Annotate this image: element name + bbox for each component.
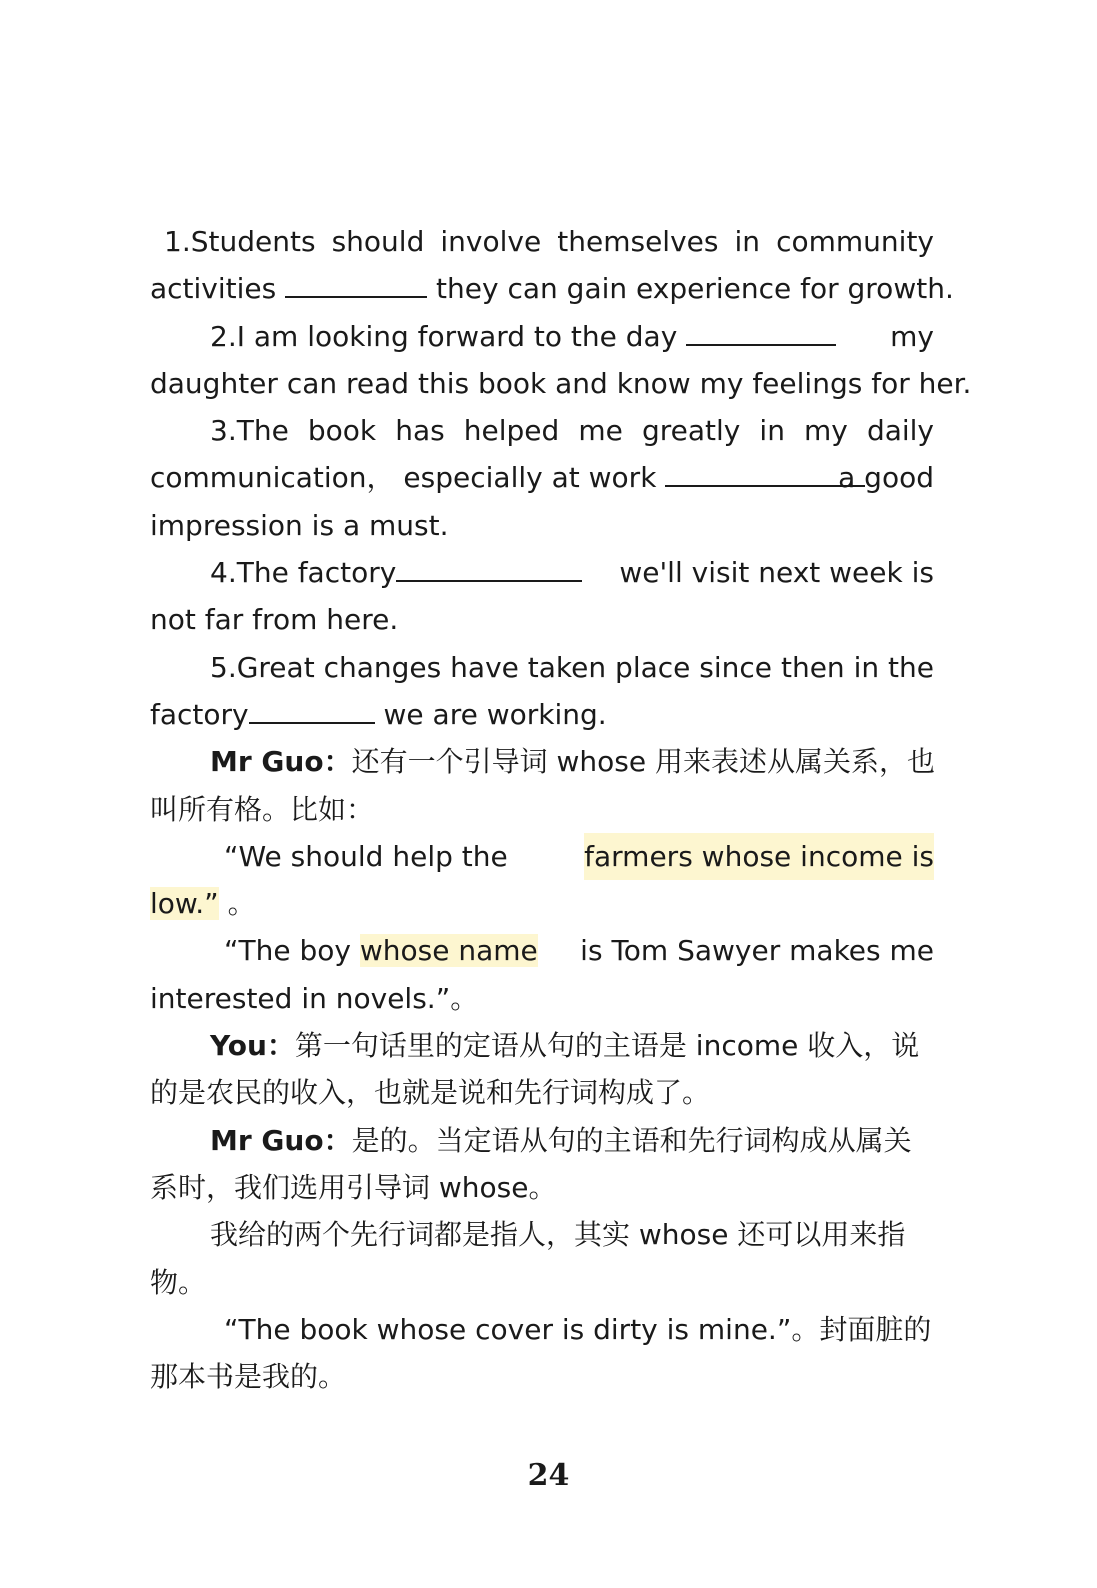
you-line-2: 的是农民的收入，也就是说和先行词构成了。 <box>150 1076 711 1110</box>
exercise-5-line-2: factory we are working. <box>150 697 607 731</box>
example-1-line-1: “We should help the farmers whose income is <box>150 833 934 880</box>
highlight: farmers whose income is <box>584 833 934 880</box>
example-3-line-2: 那本书是我的。 <box>150 1360 347 1394</box>
speaker-label: Mr Guo： <box>210 745 352 779</box>
answer-blank[interactable] <box>686 318 836 346</box>
exercise-5-line-1: 5.Great changes have taken place since then in the <box>210 650 934 684</box>
note-line-2: 物。 <box>150 1265 207 1299</box>
example-1-line-2: low.” 。 <box>150 887 256 921</box>
mr-guo-2-line-2: 系时，我们选用引导词 whose。 <box>150 1170 557 1204</box>
example-2-line-2: interested in novels.”。 <box>150 981 479 1015</box>
exercise-2-line-2: daughter can read this book and know my feelings for her. <box>150 366 972 400</box>
answer-blank[interactable] <box>396 554 582 582</box>
mr-guo-2-line-1: Mr Guo：是的。当定语从句的主语和先行词构成从属关 <box>210 1123 912 1157</box>
page-number: 24 <box>527 1458 570 1493</box>
exercise-2-line-1: 2.I am looking forward to the day my <box>210 319 934 353</box>
highlight: low.” <box>150 887 219 921</box>
speaker-label: You： <box>210 1029 295 1063</box>
exercise-3-line-1: 3.The book has helped me greatly in my daily <box>210 414 934 448</box>
answer-blank[interactable] <box>249 696 375 724</box>
exercise-3-line-2: communication， especially at work a good <box>150 461 934 495</box>
example-3-line-1: “The book whose cover is dirty is mine.”。封面脏的 <box>224 1312 932 1346</box>
exercise-1-line-1: 1.Students should involve themselves in community <box>164 225 934 258</box>
example-2-line-1: “The boy whose name is Tom Sawyer makes me <box>224 934 934 968</box>
note-line-1: 我给的两个先行词都是指人，其实 whose 还可以用来指 <box>210 1218 906 1252</box>
you-line-1: You：第一句话里的定语从句的主语是 income 收入，说 <box>210 1029 920 1063</box>
answer-blank[interactable] <box>665 459 865 487</box>
exercise-4-line-2: not far from here. <box>150 603 399 637</box>
mr-guo-line-2: 叫所有格。比如： <box>150 792 375 826</box>
exercise-4-line-1: 4.The factory we'll visit next week is <box>210 556 934 590</box>
exercise-3-line-3: impression is a must. <box>150 508 449 542</box>
exercise-1-line-2: activities they can gain experience for growth. <box>150 272 954 306</box>
page-body <box>150 218 972 1400</box>
speaker-label: Mr Guo： <box>210 1123 352 1157</box>
answer-blank[interactable] <box>285 270 427 298</box>
mr-guo-line-1: Mr Guo：还有一个引导词 whose 用来表述从属关系，也 <box>210 745 935 779</box>
highlight: whose name <box>359 934 538 968</box>
